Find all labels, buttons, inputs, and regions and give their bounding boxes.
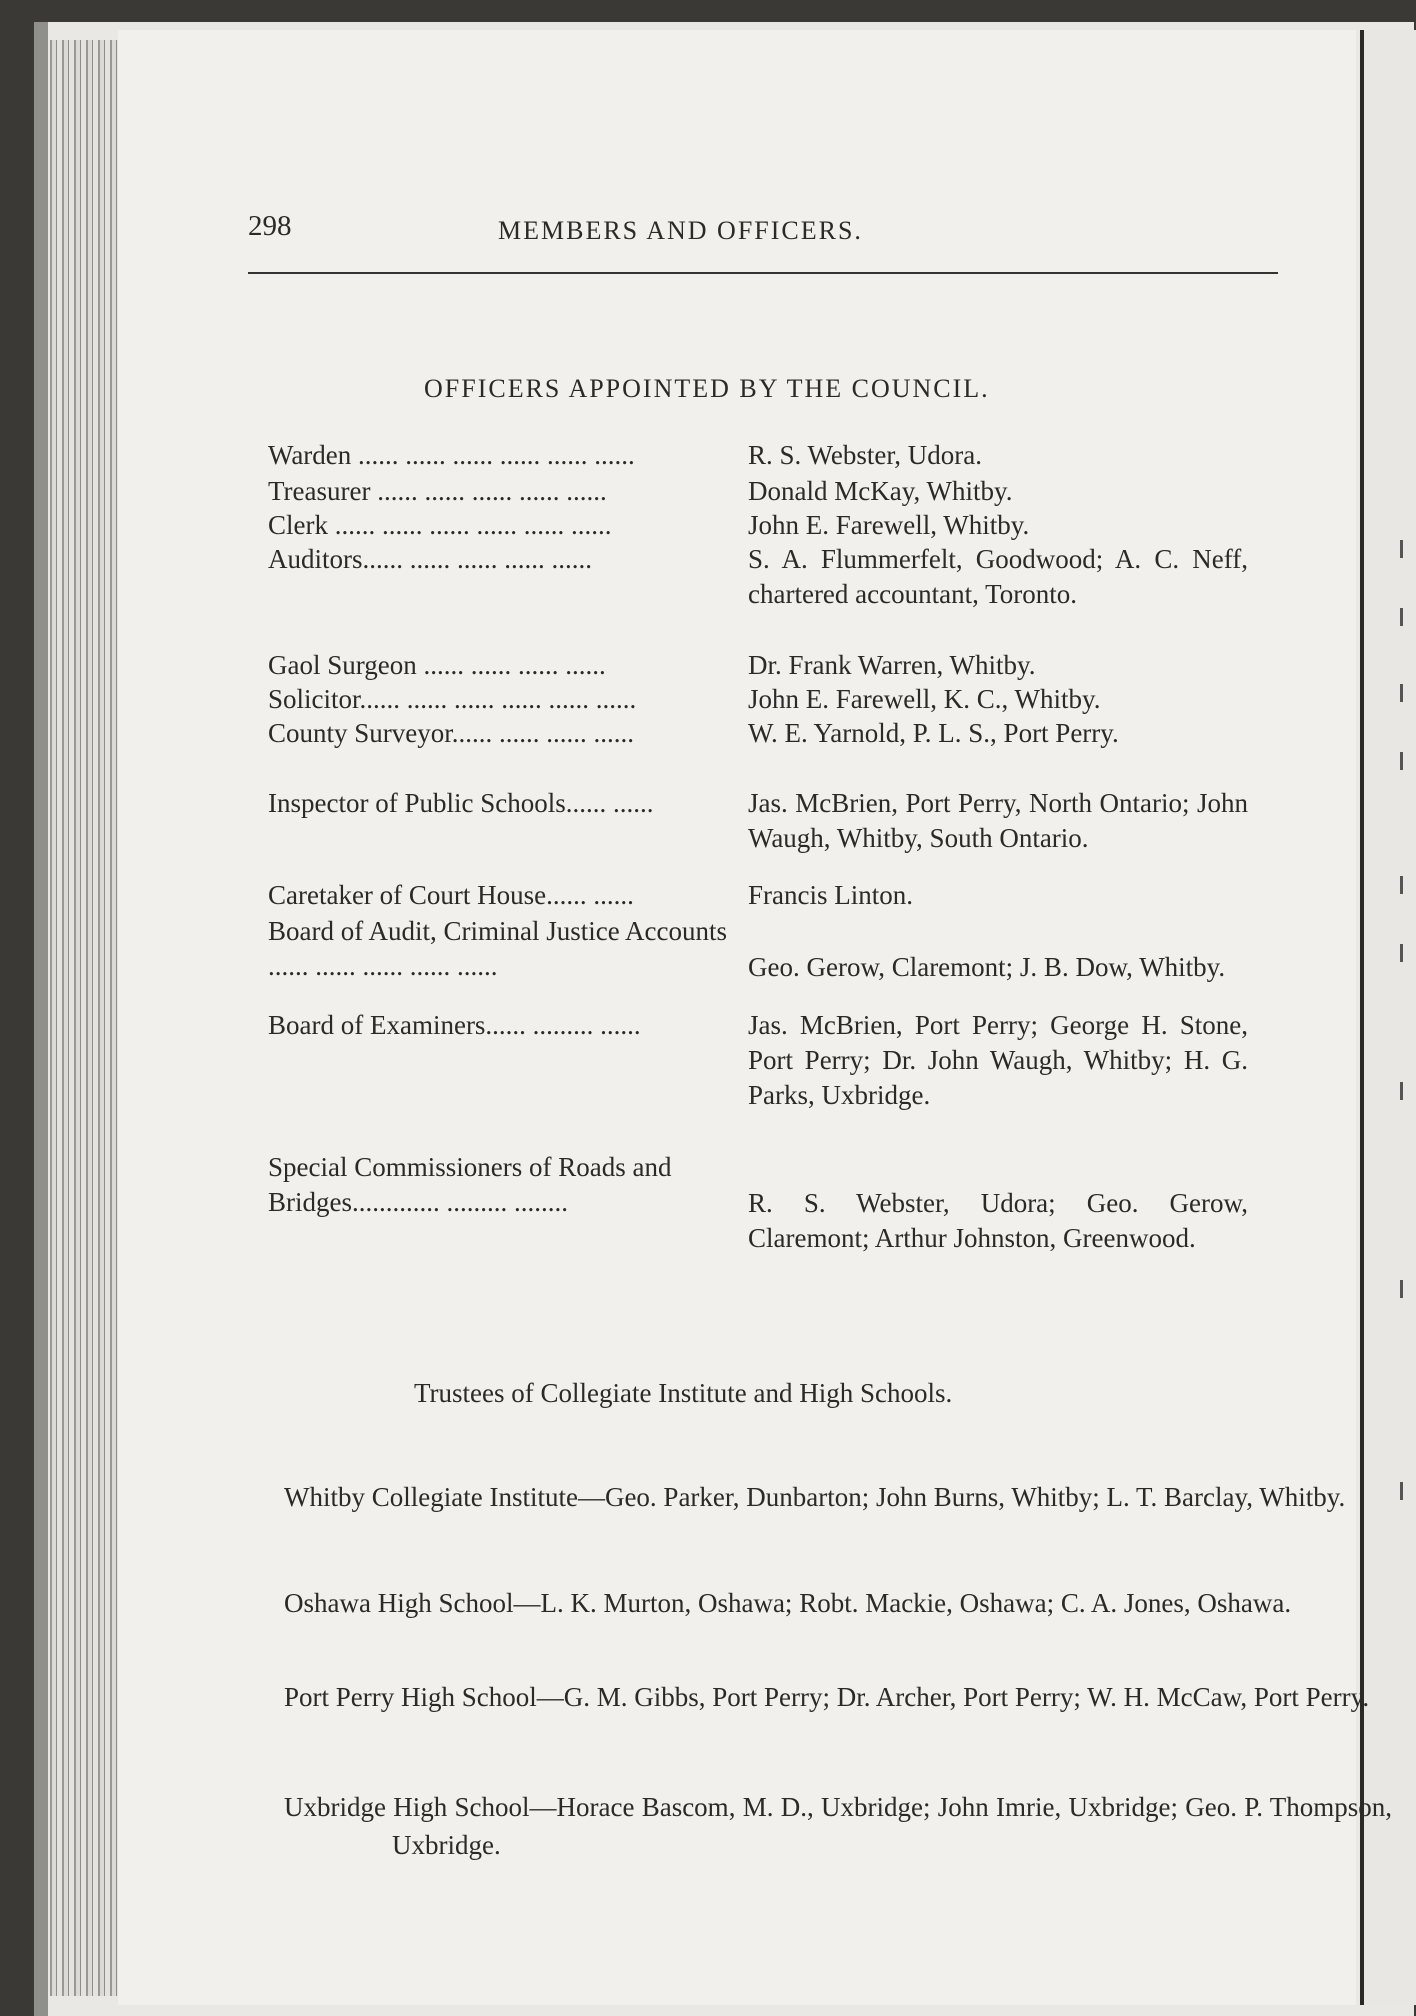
officer-title: Clerk ...... ...... ...... ...... ...... ...... [268,510,612,540]
trustee-entry: Oshawa High School—L. K. Murton, Oshawa; Robt. Mackie, Oshawa; C. A. Jones, Oshawa. [284,1588,1292,1618]
officer-name: Jas. McBrien, Port Perry, North Ontario; John Waugh, Whitby, South Ontario. [748,788,1248,853]
officer-title: Warden ...... ...... ...... ...... ...... ...... [268,440,635,470]
facing-page-letter [1400,1280,1414,1298]
officer-title: Board of Examiners...... ......... ...... [268,1010,641,1040]
officer-title: Treasurer ...... ...... ...... ...... ...... [268,476,607,506]
officer-name: R. S. Webster, Udora. [748,440,982,470]
trustee-entry: Port Perry High School—G. M. Gibbs, Port Perry; Dr. Archer, Port Perry; W. H. McCaw, Port Perry. [284,1682,1370,1712]
officer-name: John E. Farewell, Whitby. [748,510,1030,540]
officer-name: Dr. Frank Warren, Whitby. [748,650,1036,680]
facing-page-letter [1400,684,1414,702]
officer-name: Jas. McBrien, Port Perry; George H. Stone, Port Perry; Dr. John Waugh, Whitby; H. G. Parks, Uxbridge. [748,1010,1248,1110]
facing-page-letter [1400,1082,1414,1100]
officer-title: Inspector of Public Schools...... ...... [268,788,654,818]
officers-section-title: OFFICERS APPOINTED BY THE COUNCIL. [424,374,990,403]
officer-title: Gaol Surgeon ...... ...... ...... ...... [268,650,606,680]
running-head: MEMBERS AND OFFICERS. [498,216,863,245]
facing-page-letter [1400,944,1414,962]
header-rule [248,272,1278,274]
officer-title: Special Commissioners of Roads and Bridges............. ......... ........ [268,1152,672,1217]
document-page [118,30,1392,2005]
page-number: 298 [248,210,292,242]
facing-page-letter [1400,876,1414,894]
officer-title: Board of Audit, Criminal Justice Accounts ...... ...... ...... ...... ...... [268,916,727,981]
officer-name: John E. Farewell, K. C., Whitby. [748,684,1101,714]
facing-page-letter [1400,1482,1414,1500]
facing-page-letter [1400,540,1414,558]
officer-title: County Surveyor...... ...... ...... ...... [268,718,635,748]
facing-page-letter [1400,608,1414,626]
trustee-entry: Whitby Collegiate Institute—Geo. Parker, Dunbarton; John Burns, Whitby; L. T. Barclay, Whitby. [284,1482,1346,1512]
officer-title: Auditors...... ...... ...... ...... ...... [268,544,592,574]
officer-title: Caretaker of Court House...... ...... [268,880,634,910]
facing-page-letter [1400,752,1414,770]
trustees-section-title: Trustees of Collegiate Institute and High Schools. [414,1378,953,1408]
trustee-entry: Uxbridge High School—Horace Bascom, M. D., Uxbridge; John Imrie, Uxbridge; Geo. P. Thompson, Uxbridge. [284,1792,1392,1860]
officer-name: Donald McKay, Whitby. [748,476,1013,506]
page-content [118,30,1392,2005]
officer-name: W. E. Yarnold, P. L. S., Port Perry. [748,718,1119,748]
officer-title: Solicitor...... ...... ...... ...... ...... ...... [268,684,637,714]
officer-name: R. S. Webster, Udora; Geo. Gerow, Claremont; Arthur Johnston, Greenwood. [748,1188,1248,1253]
officer-name: Francis Linton. [748,880,913,910]
officer-name: S. A. Flummerfelt, Goodwood; A. C. Neff, chartered accountant, Toronto. [748,544,1248,609]
officer-name: Geo. Gerow, Claremont; J. B. Dow, Whitby. [748,952,1226,982]
